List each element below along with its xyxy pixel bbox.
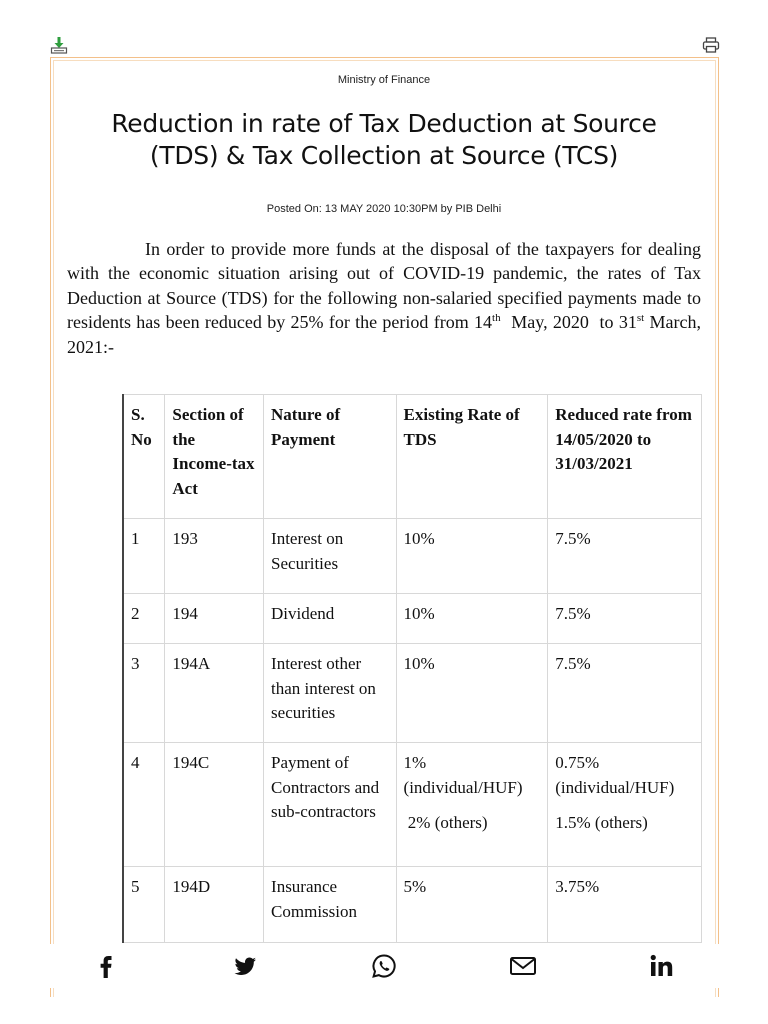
row1-reduced: 7.5% xyxy=(548,519,702,594)
header-reduced: Reduced rate from 14/05/2020 to 31/03/2021 xyxy=(548,395,702,519)
table-row xyxy=(123,867,702,943)
intro-sup-1: th xyxy=(492,312,501,325)
row4-reduced xyxy=(548,743,702,867)
intro-text-3: March, 2021:- xyxy=(67,312,701,357)
row4-existing-others: 2% (others) xyxy=(403,813,488,832)
row1-section: 193 xyxy=(165,519,264,594)
page-title: Reduction in rate of Tax Deduction at Source (TDS) & Tax Collection at Source (TCS) xyxy=(111,109,657,170)
row4-reduced-individual: 0.75% (individual/HUF) xyxy=(555,753,675,797)
row4-existing xyxy=(396,743,548,867)
posted-on xyxy=(0,203,768,215)
whatsapp-icon[interactable] xyxy=(370,952,398,980)
row2-section: 194 xyxy=(165,594,264,644)
tds-rate-table xyxy=(122,394,702,943)
header-section: Section of the Income-tax Act xyxy=(165,395,264,519)
intro-text-2: May, 2020 to 31 xyxy=(500,312,637,333)
row3-sno: 3 xyxy=(123,644,165,743)
print-icon[interactable] xyxy=(702,36,720,54)
row4-existing-individual: 1% (individual/HUF) xyxy=(403,753,523,797)
row3-section: 194A xyxy=(165,644,264,743)
facebook-icon[interactable] xyxy=(92,952,120,980)
row3-existing: 10% xyxy=(396,644,548,743)
row1-sno: 1 xyxy=(123,519,165,594)
intro-sup-2: st xyxy=(636,312,645,325)
row5-existing: 5% xyxy=(396,867,548,943)
download-pdf-icon[interactable] xyxy=(50,36,68,54)
header-existing: Existing Rate of TDS xyxy=(396,395,548,519)
twitter-icon[interactable] xyxy=(231,952,259,980)
row1-nature: Interest on Securities xyxy=(264,519,397,594)
linkedin-icon[interactable] xyxy=(648,952,676,980)
row2-nature: Dividend xyxy=(264,594,397,644)
row3-reduced: 7.5% xyxy=(548,644,702,743)
row4-sno: 4 xyxy=(123,743,165,867)
header-nature: Nature of Payment xyxy=(264,395,397,519)
table-row xyxy=(123,743,702,867)
ministry-label: Ministry of Finance xyxy=(337,74,431,86)
header-sno: S. No xyxy=(123,395,165,519)
row2-reduced: 7.5% xyxy=(548,594,702,644)
table-row xyxy=(123,644,702,743)
row4-nature: Payment of Contractors and sub-contractors xyxy=(264,743,397,867)
row4-section: 194C xyxy=(165,743,264,867)
table-row xyxy=(123,594,702,644)
posted-on-text: Posted On: 13 MAY 2020 10:30PM by PIB Delhi xyxy=(266,203,502,215)
row5-reduced: 3.75% xyxy=(548,867,702,943)
row2-sno: 2 xyxy=(123,594,165,644)
row4-reduced-others: 1.5% (others) xyxy=(555,813,648,832)
table-row xyxy=(123,519,702,594)
table-header-row xyxy=(123,395,702,519)
row1-existing: 10% xyxy=(396,519,548,594)
email-icon[interactable] xyxy=(509,952,537,980)
intro-paragraph xyxy=(67,237,701,359)
row3-nature: Interest other than interest on securities xyxy=(264,644,397,743)
intro-text-1: In order to provide more funds at the disposal of the taxpayers for dealing with the economic situation arising out of COVID-19 pandemic, the rates of Tax Deduction at Source (TDS) for the following non-salaried specified payments made to residents has been reduced by 25% for the period from 14 xyxy=(67,239,701,333)
row5-nature: Insurance Commission xyxy=(264,867,397,943)
row2-existing: 10% xyxy=(396,594,548,644)
row5-section: 194D xyxy=(165,867,264,943)
row5-sno: 5 xyxy=(123,867,165,943)
